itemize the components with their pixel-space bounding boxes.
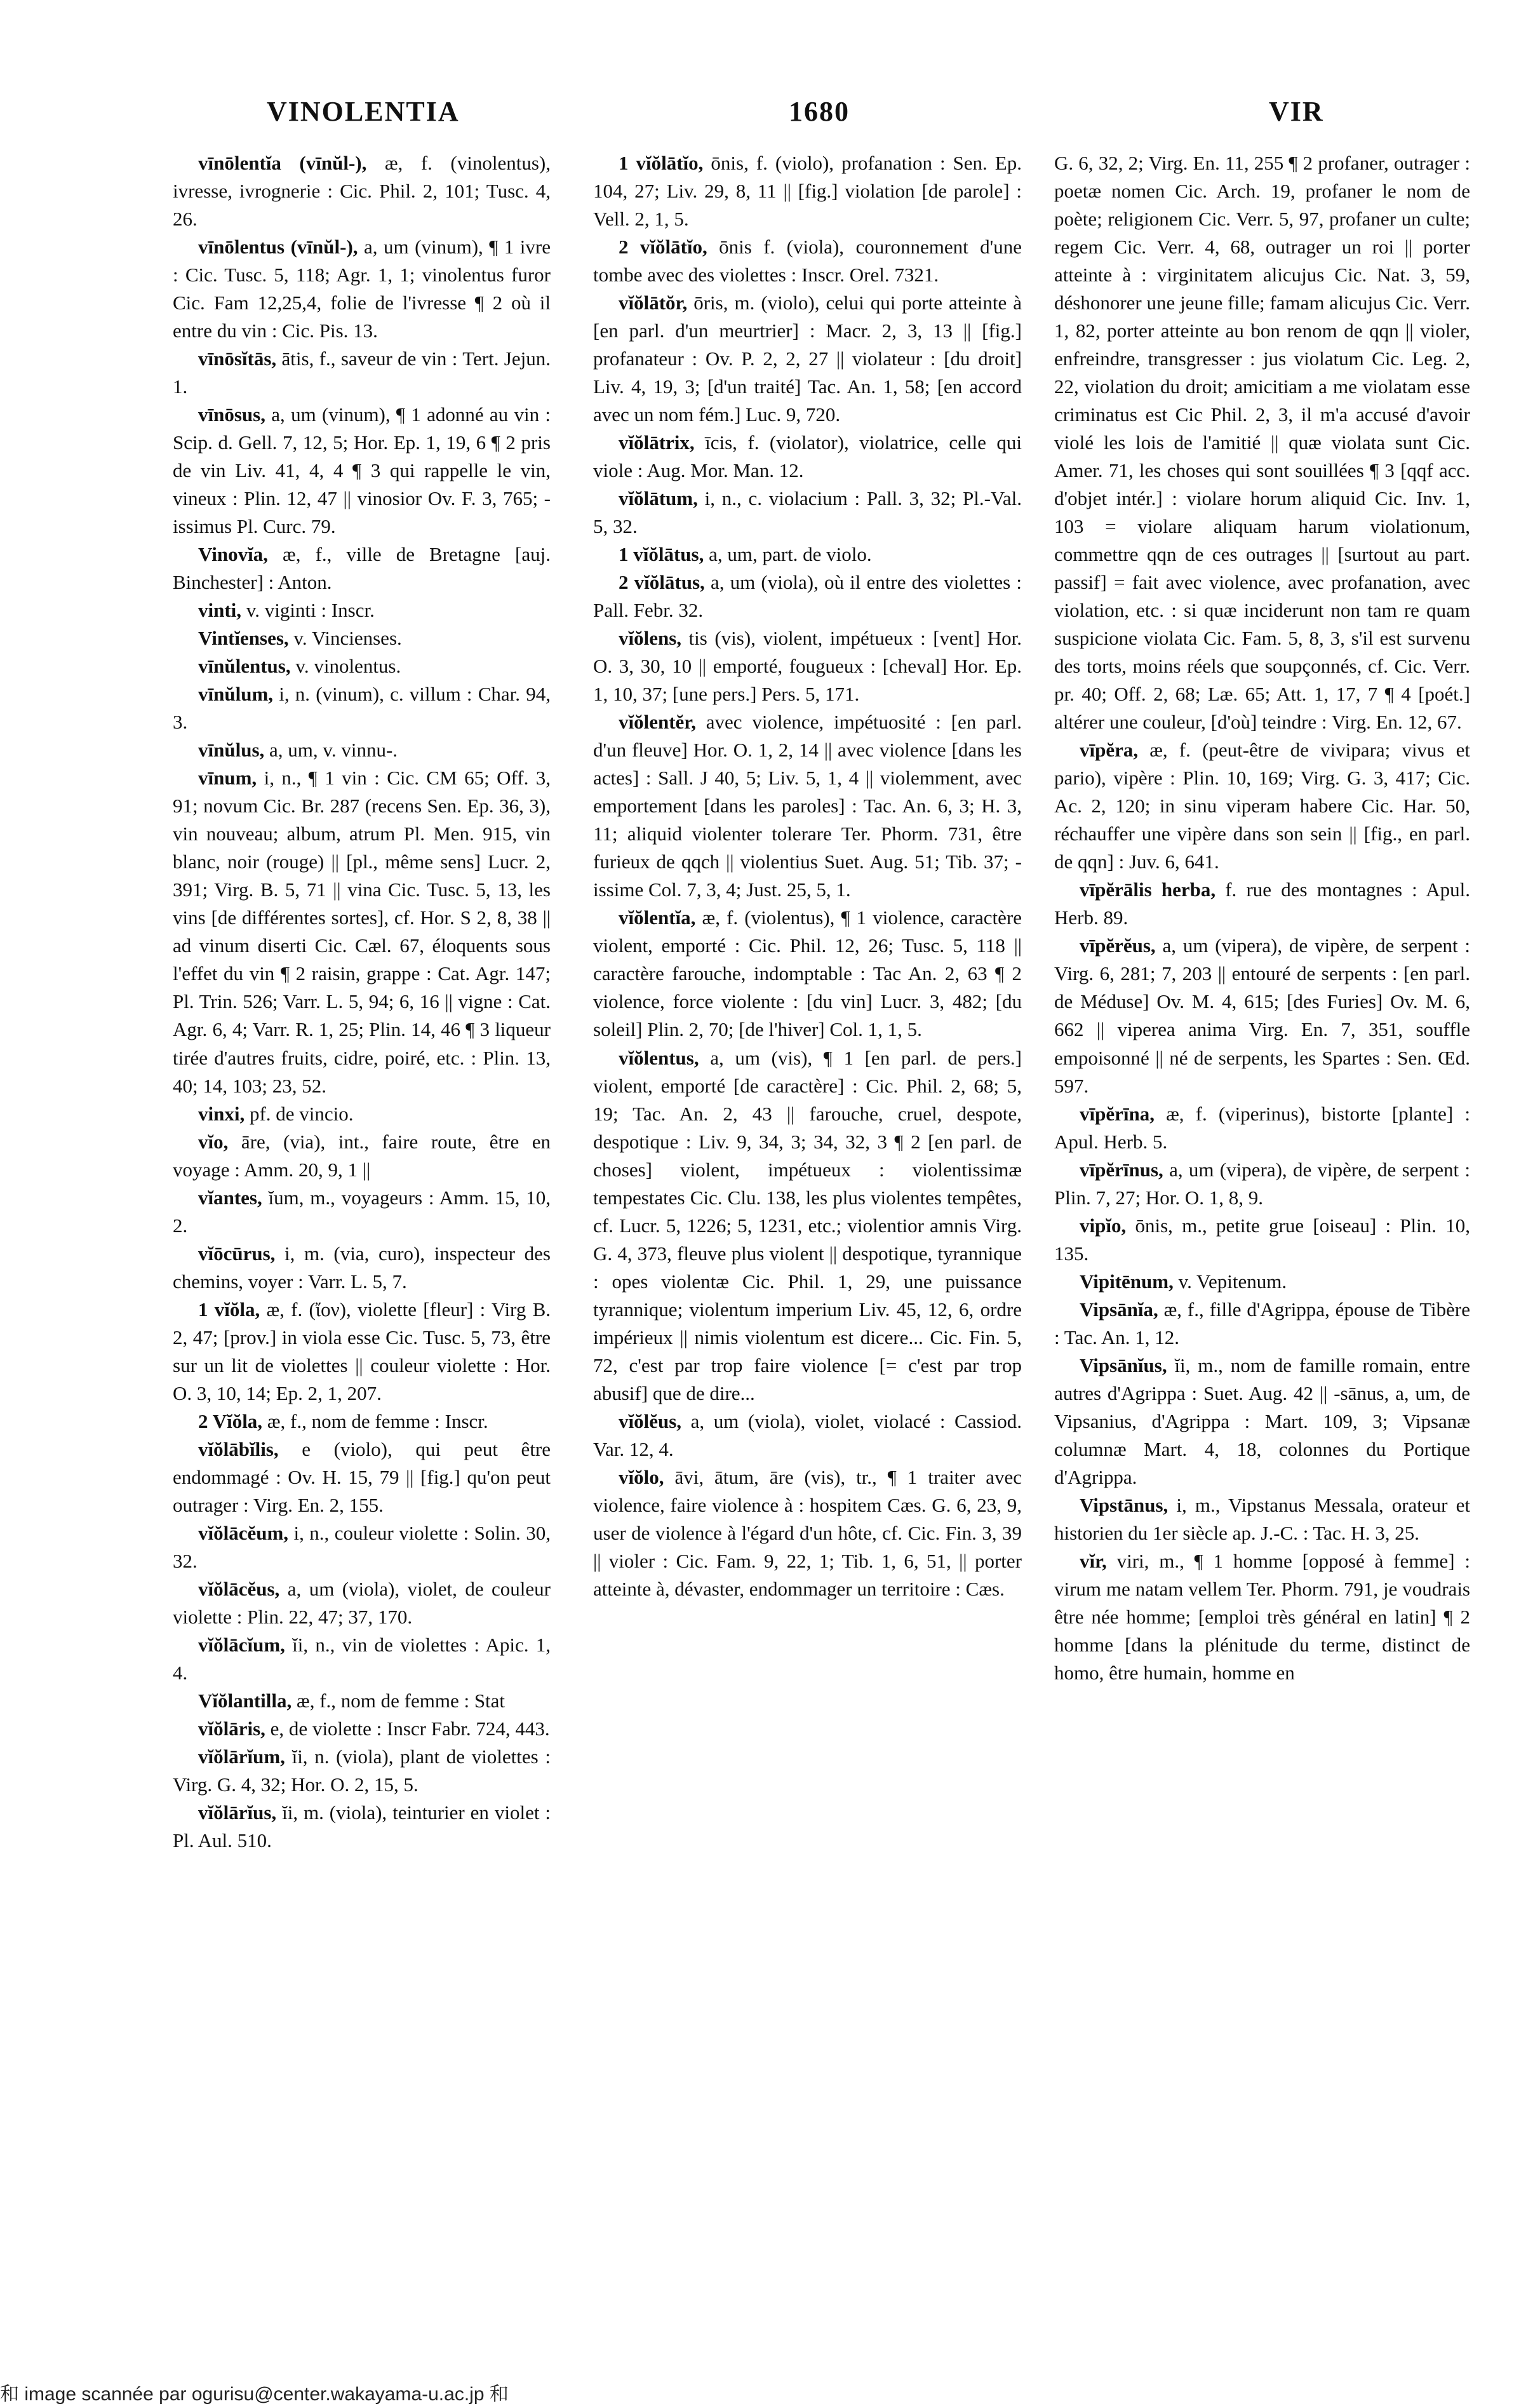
entry-headword: vĭŏlĕus,: [619, 1409, 682, 1432]
entry-headword: Vipstānus,: [1080, 1493, 1168, 1516]
entry-definition: pf. de vincio.: [244, 1102, 354, 1125]
dictionary-entry: [173, 541, 551, 596]
entry-definition: ōnis, f. (violo), profanation : Sen. Ep. 104, 27; Liv. 29, 8, 11 || [fig.] violation [de parole] : Vell. 2, 1, 5.: [593, 152, 1022, 231]
entry-definition: i, m. (via, curo), inspecteur des chemins, voyer : Varr. L. 5, 7.: [173, 1242, 551, 1293]
entry-definition: ōnis, m., petite grue [oiseau] : Plin. 10, 135.: [1054, 1214, 1470, 1265]
entry-definition: ĭum, m., voyageurs : Amm. 15, 10, 2.: [173, 1186, 551, 1237]
entry-headword: vinxi,: [198, 1102, 245, 1125]
entry-headword: vinti,: [198, 599, 242, 622]
entry-definition: ĭi, n. (viola), plant de violettes : Virg. G. 4, 32; Hor. O. 2, 15, 5.: [173, 1745, 551, 1796]
entry-headword: vĭŏlentĭa,: [619, 906, 696, 929]
dictionary-entry: [173, 1799, 551, 1855]
entry-definition: a, um (vipera), de vipère, de serpent : Virg. 6, 281; 7, 203 || entouré de serpents : [en parl. de Méduse] Ov. M. 4, 615; [des Furies] Ov. M. 6, 662 || viperea anima Virg. En. 7, 351, souffle empoisonné || né de serpents, les Spartes : Sen. Œd. 597.: [1054, 934, 1470, 1097]
entry-headword: vĭŏlāris,: [198, 1717, 265, 1740]
entry-definition: v. viginti : Inscr.: [241, 599, 375, 622]
entry-definition: a, um (viola), où il entre des violettes : Pall. Febr. 32.: [593, 571, 1022, 622]
entry-definition: e (violo), qui peut être endommagé : Ov. H. 15, 79 || [fig.] qu'on peut outrager : Virg. En. 2, 155.: [173, 1437, 551, 1516]
entry-definition: ōnis f. (viola), couronnement d'une tombe avec des violettes : Inscr. Orel. 7321.: [593, 236, 1022, 286]
entry-headword: 1 vĭŏlātus,: [619, 543, 704, 566]
entry-definition: i, n., c. violacium : Pall. 3, 32; Pl.-Val. 5, 32.: [593, 487, 1022, 538]
dictionary-entry: [1054, 1352, 1470, 1491]
dictionary-entry: [173, 233, 551, 345]
entry-headword: vīnŭlus,: [198, 739, 265, 762]
entry-headword: vĭŏlentĕr,: [619, 711, 696, 734]
entry-definition: G. 6, 32, 2; Virg. En. 11, 255 ¶ 2 profaner, outrager : poetæ nomen Cic. Arch. 19, profaner le nom de poète; religionem Cic. Verr. 5, 97, profaner un culte; regem Cic. Verr. 4, 68, outrager un roi || porter atteinte à : virginitatem alicujus Cic. Nat. 3, 59, déshonorer une jeune fille; famam alicujus Cic. Verr. 1, 82, porter atteinte au bon renom de qqn || violer, enfreindre, transgresser : jus violatum Cic. Leg. 2, 22, violation du droit; amicitiam a me violatam esse criminatus est Cic Phil. 2, 3, il m'a accusé d'avoir violé les lois de l'amitié || quæ violata sunt Cic. Amer. 71, les choses qui sont souillées ¶ 3 [qqf acc. d'objet intér.] : violare horum aliquid Cic. Inv. 1, 103 = violare aliquam harum violationum, commettre qqn de ces outrages || [surtout au part. passif] = fait avec violence, avec profanation, avec violation, etc. : si quæ inciderunt non tam re quam suspicione violata Cic. Fam. 5, 8, 3, s'il est survenu des torts, moins réels que soupçonnés, cf. Cic. Verr. pr. 40; Off. 2, 68; Læ. 65; Att. 1, 17, 7 ¶ 4 [poét.] altérer une couleur, [d'où] teindre : Virg. En. 12, 67.: [1054, 152, 1470, 734]
dictionary-entry: [1054, 1268, 1470, 1296]
entry-headword: vīpĕrālis herba,: [1080, 878, 1216, 901]
dictionary-entry: [173, 1296, 551, 1408]
entry-definition: f. rue des montagnes : Apul. Herb. 89.: [1054, 878, 1470, 929]
dictionary-entry: [1054, 1212, 1470, 1268]
entry-definition: ōris, m. (violo), celui qui porte atteinte à [en parl. d'un meurtrier] : Macr. 2, 3, 13 || [fig.] profanateur : Ov. P. 2, 2, 27 || violateur : [du droit] Liv. 4, 19, 3; [d'un traité] Tac. An. 1, 58; [en accord avec un nom fém.] Luc. 9, 720.: [593, 292, 1022, 426]
column-2: [593, 149, 1022, 2360]
dictionary-entry: [173, 652, 551, 680]
entry-headword: vīpĕra,: [1080, 739, 1139, 762]
entry-definition: ātis, f., saveur de vin : Tert. Jejun. 1.: [173, 347, 551, 398]
dictionary-entry: [173, 1100, 551, 1128]
dictionary-entry: [593, 624, 1022, 708]
dictionary-entry: [593, 233, 1022, 289]
running-head-right: VIR: [1269, 96, 1324, 127]
dictionary-entry: [593, 1408, 1022, 1463]
entry-definition: æ, f., nom de femme : Stat: [291, 1689, 506, 1712]
entry-definition: i, n. (vinum), c. villum : Char. 94, 3.: [173, 683, 551, 734]
dictionary-entry: [1054, 149, 1470, 736]
dictionary-entry: [173, 1128, 551, 1184]
dictionary-entry: [593, 429, 1022, 485]
entry-headword: 2 Vĭŏla,: [198, 1409, 263, 1432]
entry-headword: Vintĭenses,: [198, 627, 289, 650]
entry-headword: vĭŏlātum,: [619, 487, 698, 510]
entry-definition: æ, f., fille d'Agrippa, épouse de Tibère : Tac. An. 1, 12.: [1054, 1298, 1470, 1348]
dictionary-entry: [173, 764, 551, 1099]
page-number: 1680: [789, 96, 850, 127]
entry-headword: vĭŏlo,: [619, 1465, 664, 1488]
entry-headword: vīnŭlentus,: [198, 655, 291, 678]
dictionary-entry: [593, 1044, 1022, 1408]
entry-definition: a, um (vinum), ¶ 1 adonné au vin : Scip. d. Gell. 7, 12, 5; Hor. Ep. 1, 19, 6 ¶ 2 pris de vin Liv. 41, 4, 4 ¶ 3 qui rappelle le vin, vineux : Plin. 12, 47 || vinosior Ov. F. 3, 765; -issimus Pl. Curc. 79.: [173, 403, 551, 538]
entry-headword: vīpĕrīnus,: [1080, 1158, 1163, 1181]
entry-headword: vĭantes,: [198, 1186, 262, 1209]
entry-definition: æ, f., ville de Bretagne [auj. Binchester] : Anton.: [173, 543, 551, 594]
running-head-left: VINOLENTIA: [267, 96, 460, 127]
dictionary-entry: [173, 1435, 551, 1519]
dictionary-entry: [173, 1575, 551, 1631]
entry-headword: vĭŏlābĭlis,: [198, 1437, 279, 1460]
entry-headword: vīnum,: [198, 767, 257, 790]
entry-headword: vĭōcūrus,: [198, 1242, 276, 1265]
entry-definition: ĭi, m., nom de famille romain, entre autres d'Agrippa : Suet. Aug. 42 || -sānus, a, um, de Vipsanius, d'Agrippa : Mart. 109, 3; Vipsanæ columnæ Mart. 4, 18, colonnes du Portique d'Agrippa.: [1054, 1354, 1470, 1488]
entry-headword: vipĭo,: [1080, 1214, 1127, 1237]
entry-headword: vĭŏlārĭus,: [198, 1801, 277, 1824]
entry-headword: vĭŏlārĭum,: [198, 1745, 285, 1768]
dictionary-entry: [1054, 1491, 1470, 1547]
column-1: [173, 149, 551, 2360]
entry-headword: 1 vĭŏla,: [198, 1298, 260, 1321]
dictionary-entry: [173, 149, 551, 233]
entry-definition: æ, f. (viperinus), bistorte [plante] : Apul. Herb. 5.: [1054, 1102, 1470, 1153]
entry-definition: i, n., ¶ 1 vin : Cic. CM 65; Off. 3, 91; novum Cic. Br. 287 (recens Sen. Ep. 36, 3), vin nouveau; album, atrum Pl. Men. 915, vin blanc, noir (rouge) || [pl., même sens] Lucr. 2, 391; Virg. B. 5, 71 || vina Cic. Tusc. 5, 13, les vins [de différentes sortes], cf. Hor. S 2, 8, 38 || ad vinum diserti Cic. Cæl. 67, éloquents sous l'effet du vin ¶ 2 raisin, grappe : Cat. Agr. 147; Pl. Trin. 526; Varr. L. 5, 94; 6, 16 || vigne : Cat. Agr. 6, 4; Varr. R. 1, 25; Plin. 14, 46 ¶ 3 liqueur tirée d'autres fruits, cidre, poiré, etc. : Plin. 13, 40; 14, 103; 23, 52.: [173, 767, 551, 1097]
dictionary-entry: [173, 1743, 551, 1799]
dictionary-entry: [1054, 1547, 1470, 1687]
entry-headword: vīnōsus,: [198, 403, 265, 426]
dictionary-entry: [173, 1631, 551, 1687]
dictionary-entry: [173, 680, 551, 736]
entry-headword: Vĭŏlantilla,: [198, 1689, 292, 1712]
entry-headword: 1 vĭŏlātĭo,: [619, 152, 704, 174]
dictionary-entry: [593, 904, 1022, 1044]
entry-headword: vĭŏlens,: [619, 627, 682, 650]
entry-headword: Vipsānĭa,: [1080, 1298, 1158, 1321]
column-3: [1054, 149, 1470, 2360]
dictionary-entry: [1054, 1296, 1470, 1352]
dictionary-entry: [173, 624, 551, 652]
entry-definition: æ, f., nom de femme : Inscr.: [262, 1409, 488, 1432]
entry-definition: i, n., couleur violette : Solin. 30, 32.: [173, 1521, 551, 1572]
dictionary-entry: [173, 1519, 551, 1575]
entry-headword: vīpĕrĕus,: [1080, 934, 1156, 957]
dictionary-entry: [593, 149, 1022, 233]
entry-definition: a, um (vipera), de vipère, de serpent : Plin. 7, 27; Hor. O. 1, 8, 9.: [1054, 1158, 1470, 1209]
dictionary-entry: [1054, 876, 1470, 932]
dictionary-entry: [173, 1715, 551, 1743]
entry-headword: Vipsānĭus,: [1080, 1354, 1167, 1376]
entry-definition: āvi, ātum, āre (vis), tr., ¶ 1 traiter avec violence, faire violence à : hospitem Cæs. G. 6, 23, 9, user de violence à l'égard d'un hôte, cf. Cic. Fin. 3, 39 || violer : Cic. Fam. 9, 22, 1; Tib. 1, 6, 51, || porter atteinte à, dévaster, endommager un territoire : Cæs.: [593, 1465, 1022, 1600]
entry-definition: a, um, part. de violo.: [704, 543, 872, 566]
entry-definition: a, um (vis), ¶ 1 [en parl. de pers.] violent, emporté [de caractère] : Cic. Phil. 2, 68; 5, 19; Tac. An. 2, 43 || farouche, cruel, despote, despotique : Liv. 9, 34, 3; 34, 32, 3 ¶ 2 [en parl. de choses] violent, impétueux : violentissimæ tempestates Cic. Clu. 138, les plus violentes tempêtes, cf. Lucr. 5, 1226; 5, 1231, etc.; violentior amnis Virg. G. 4, 373, fleuve plus violent || despotique, tyrannique : opes violentæ Cic. Phil. 1, 29, une puissance tyrannique; violentum imperium Liv. 45, 12, 6, ordre impérieux || nimis violentum est dicere... Cic. Fin. 5, 72, c'est par trop faire violence [= c'est par trop abusif] que de dire...: [593, 1046, 1022, 1404]
entry-definition: v. Vincienses.: [288, 627, 402, 650]
dictionary-entry: [593, 568, 1022, 624]
dictionary-entry: [173, 1184, 551, 1240]
entry-headword: vĭo,: [198, 1130, 229, 1153]
dictionary-entry: [593, 289, 1022, 429]
entry-headword: Vinovĭa,: [198, 543, 268, 566]
dictionary-entry: [173, 1687, 551, 1715]
entry-definition: æ, f. (vinolentus), ivresse, ivrognerie : Cic. Phil. 2, 101; Tusc. 4, 26.: [173, 152, 551, 231]
entry-headword: Vipitēnum,: [1080, 1270, 1174, 1293]
entry-definition: v. vinolentus.: [290, 655, 401, 678]
entry-definition: æ, f. (violentus), ¶ 1 violence, caractère violent, emporté : Cic. Phil. 12, 26; Tusc. 5, 118 || caractère farouche, indomptable : Tac An. 2, 63 ¶ 2 violence, force violente : [du vin] Lucr. 3, 482; [du soleil] Plin. 2, 70; [de l'hiver] Col. 1, 1, 5.: [593, 906, 1022, 1041]
dictionary-columns: [0, 149, 1540, 2360]
dictionary-entry: [593, 541, 1022, 568]
entry-definition: ĭi, n., vin de violettes : Apic. 1, 4.: [173, 1633, 551, 1684]
dictionary-entry: [593, 1463, 1022, 1603]
entry-definition: v. Vepitenum.: [1173, 1270, 1287, 1293]
dictionary-entry: [1054, 736, 1470, 876]
entry-definition: e, de violette : Inscr Fabr. 724, 443.: [265, 1717, 550, 1740]
entry-headword: vīnōlentus (vīnŭl-),: [198, 236, 358, 259]
entry-definition: i, m., Vipstanus Messala, orateur et historien du 1er siècle ap. J.-C. : Tac. H. 3, 25.: [1054, 1493, 1470, 1544]
entry-definition: viri, m., ¶ 1 homme [opposé à femme] : virum me natam vellem Ter. Phorm. 791, je voudrais être née homme; [emploi très général en latin] ¶ 2 homme [dans la plénitude du terme, distinct de homo, être humain, homme en: [1054, 1549, 1470, 1684]
entry-definition: a, um, v. vinnu-.: [264, 739, 398, 762]
dictionary-entry: [593, 485, 1022, 541]
entry-definition: æ, f. (ἴον), violette [fleur] : Virg B. 2, 47; [prov.] in viola esse Cic. Tusc. 5, 73, être sur un lit de violettes || couleur violette : Hor. O. 3, 10, 14; Ep. 2, 1, 207.: [173, 1298, 551, 1404]
entry-definition: æ, f. (peut-être de vivipara; vivus et pario), vipère : Plin. 10, 169; Virg. G. 3, 417; Cic. Ac. 2, 120; in sinu viperam habere Cic. Har. 50, réchauffer une vipère dans son sein || [fig., en parl. de qqn] : Juv. 6, 641.: [1054, 739, 1470, 873]
entry-definition: ĭi, m. (viola), teinturier en violet : Pl. Aul. 510.: [173, 1801, 551, 1852]
dictionary-entry: [1054, 932, 1470, 1099]
entry-definition: īcis, f. (violator), violatrice, celle qui viole : Aug. Mor. Man. 12.: [593, 431, 1022, 482]
page-header: [0, 0, 1540, 133]
entry-headword: vĭŏlācĕus,: [198, 1577, 280, 1600]
scan-credit-footer: 和 image scannée par ogurisu@center.wakayama-u.ac.jp 和: [0, 2384, 509, 2405]
entry-headword: 2 vĭŏlātus,: [619, 571, 705, 594]
dictionary-entry: [173, 345, 551, 401]
dictionary-entry: [173, 401, 551, 541]
dictionary-entry: [1054, 1100, 1470, 1156]
entry-definition: āre, (via), int., faire route, être en voyage : Amm. 20, 9, 1 ||: [173, 1130, 551, 1181]
dictionary-entry: [593, 708, 1022, 904]
entry-headword: vīnŭlum,: [198, 683, 274, 706]
entry-definition: avec violence, impétuosité : [en parl. d'un fleuve] Hor. O. 1, 2, 14 || avec violence [dans les actes] : Sall. J 40, 5; Liv. 5, 1, 4 || violemment, avec emportement [dans les paroles] : Tac. An. 6, 3; H. 3, 11; aliquid violenter tolerare Ter. Phorm. 731, être furieux de qqch || violentius Suet. Aug. 51; Tib. 37; -issime Col. 7, 3, 4; Just. 25, 5, 1.: [593, 711, 1022, 901]
dictionary-entry: [1054, 1156, 1470, 1212]
entry-headword: vĭŏlātrix,: [619, 431, 695, 454]
entry-definition: tis (vis), violent, impétueux : [vent] Hor. O. 3, 30, 10 || emporté, fougueux : [cheval] Hor. Ep. 1, 10, 37; [une pers.] Pers. 5, 171.: [593, 627, 1022, 706]
entry-headword: vīnōsĭtās,: [198, 347, 277, 370]
entry-headword: vīpĕrīna,: [1080, 1102, 1155, 1125]
dictionary-entry: [173, 596, 551, 624]
entry-headword: vĭŏlātŏr,: [619, 292, 688, 314]
entry-definition: a, um (vinum), ¶ 1 ivre : Cic. Tusc. 5, 118; Agr. 1, 1; vinolentus furor Cic. Fam 12,25,4, folie de l'ivresse ¶ 2 où il entre du vin : Cic. Pis. 13.: [173, 236, 551, 342]
dictionary-entry: [173, 1408, 551, 1435]
entry-headword: vīnōlentĭa (vīnŭl-),: [198, 152, 367, 174]
dictionary-entry: [173, 736, 551, 764]
entry-headword: vĭŏlācĭum,: [198, 1633, 285, 1656]
entry-headword: vĭr,: [1080, 1549, 1107, 1572]
entry-headword: vĭŏlācĕum,: [198, 1521, 289, 1544]
entry-headword: 2 vĭŏlātĭo,: [619, 236, 707, 259]
dictionary-entry: [173, 1240, 551, 1296]
entry-definition: a, um (viola), violet, de couleur violette : Plin. 22, 47; 37, 170.: [173, 1577, 551, 1628]
entry-headword: vĭŏlentus,: [619, 1046, 699, 1069]
entry-definition: a, um (viola), violet, violacé : Cassiod. Var. 12, 4.: [593, 1409, 1022, 1460]
